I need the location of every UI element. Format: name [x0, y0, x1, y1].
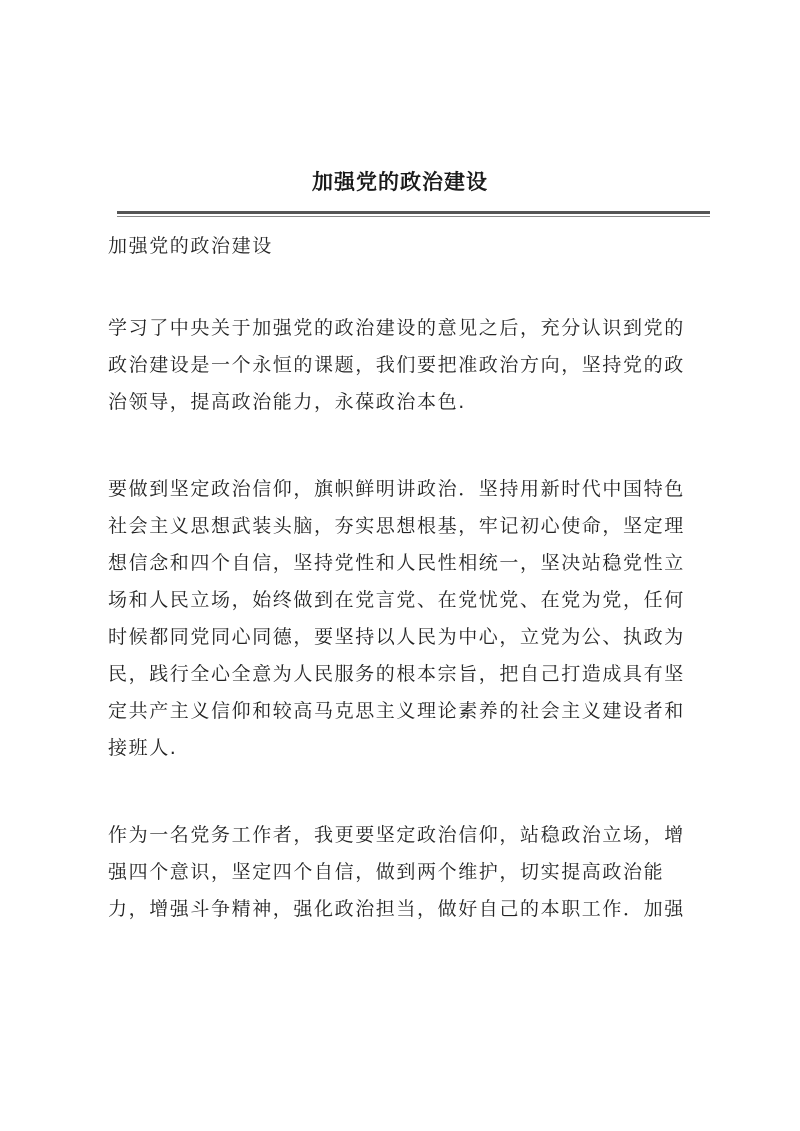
sub-heading — [108, 228, 712, 265]
paragraph-line: 场和人民立场，始终做到在党言党、在党忧党、在党为党，任何 — [108, 589, 685, 611]
paragraph-line: 要做到坚定政治信仰，旗帜鲜明讲政治．坚持用新时代中国特色 — [108, 478, 685, 500]
paragraph-line: 力，增强斗争精神，强化政治担当，做好自己的本职工作．加强 — [108, 898, 685, 920]
paragraph-line: 接班人. — [108, 737, 178, 759]
sub-heading-text: 加强党的政治建设 — [108, 235, 273, 257]
paragraph-line: 社会主义思想武装头脑，夯实思想根基，牢记初心使命，坚定理 — [108, 515, 685, 537]
paragraph-line: 想信念和四个自信，坚持党性和人民性相统一，坚决站稳党性立 — [108, 552, 685, 574]
paragraph-3 — [108, 817, 712, 928]
paragraph-line: 定共产主义信仰和较高马克思主义理论素养的社会主义建设者和 — [108, 700, 685, 722]
paragraph-line: 政治建设是一个永恒的课题，我们要把准政治方向，坚持党的政 — [108, 354, 685, 376]
document-body — [108, 228, 712, 928]
title-divider — [117, 211, 710, 214]
paragraph-line: 民，践行全心全意为人民服务的根本宗旨，把自己打造成具有坚 — [108, 663, 685, 685]
paragraph-line: 时候都同党同心同德，要坚持以人民为中心，立党为公、执政为 — [108, 626, 685, 648]
paragraph-line: 作为一名党务工作者，我更要坚定政治信仰，站稳政治立场，增 — [108, 824, 685, 846]
paragraph-line: 强四个意识，坚定四个自信，做到两个维护，切实提高政治能 — [108, 861, 665, 883]
title-divider-thin — [117, 216, 710, 217]
paragraph-line: 治领导，提高政治能力，永葆政治本色. — [108, 391, 466, 413]
paragraph-2 — [108, 471, 712, 767]
paragraph-line: 学习了中央关于加强党的政治建设的意见之后，充分认识到党的 — [108, 317, 685, 339]
document-title: 加强党的政治建设 — [312, 169, 488, 194]
paragraph-1 — [108, 310, 712, 421]
